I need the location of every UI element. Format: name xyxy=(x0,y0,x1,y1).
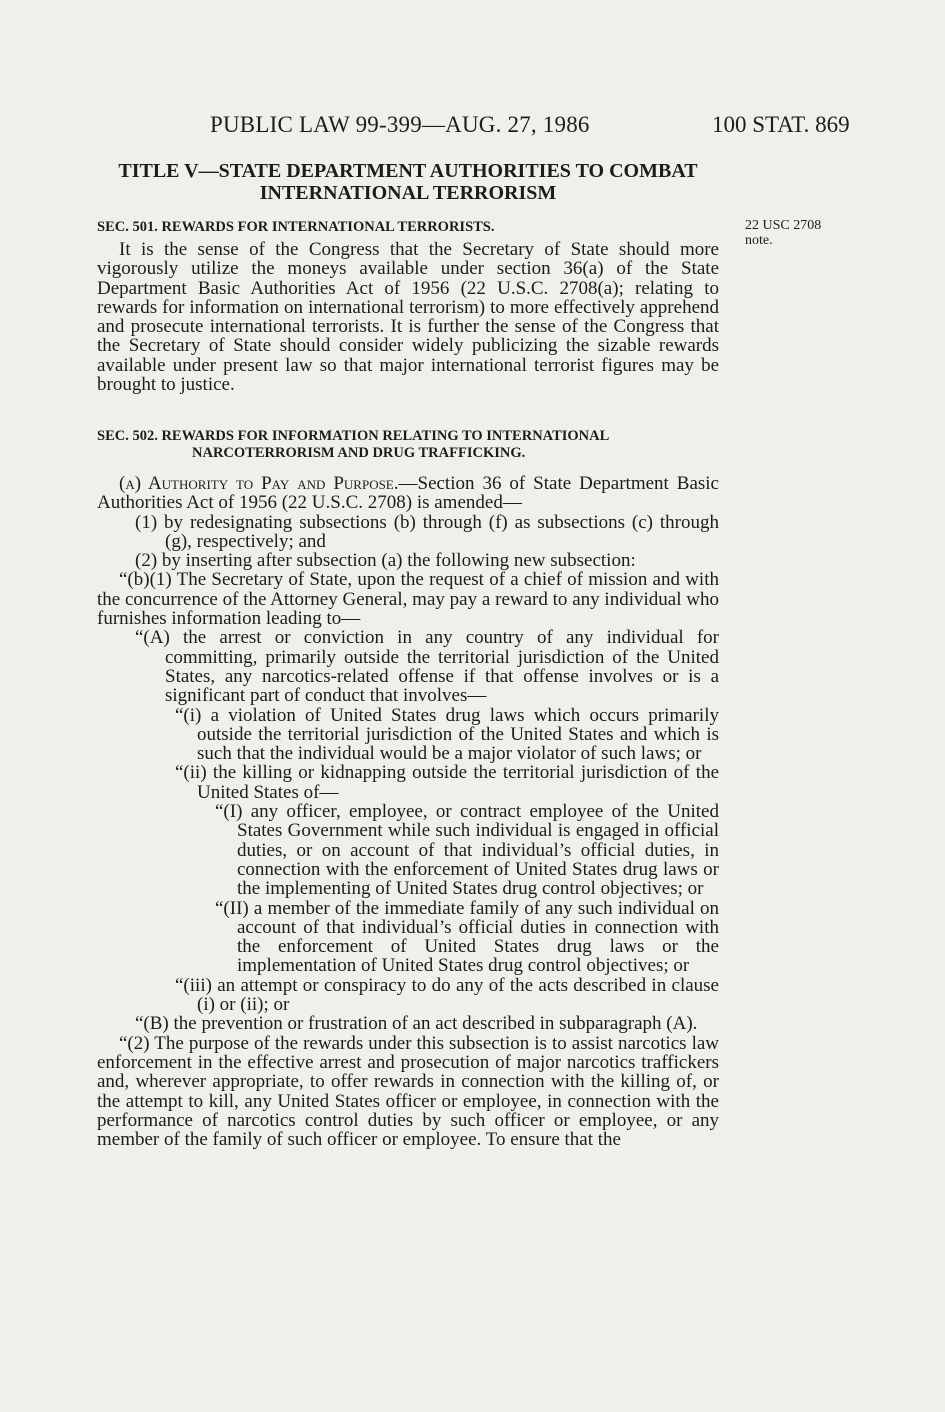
subparagraph-A: “(A) the arrest or conviction in any country of any individual for committing, primarily outside the territorial jurisdiction of the United States, any narcotics-related offense if that offense involves or is a significant part of conduct that involves— xyxy=(135,627,719,707)
subclause-II: “(II) a member of the immediate family of any such individual on account of that individual’s official duties in connection with the enforcement of United States drug laws or the implementation of United States drug control objectives; or xyxy=(215,897,719,977)
clause-i: “(i) a violation of United States drug laws which occurs primarily outside the territorial jurisdiction of the United States and which is such that the individual would be a major violator of such laws; or xyxy=(175,704,719,765)
subsection-a xyxy=(97,474,719,513)
section-502-heading-line-1: SEC. 502. REWARDS FOR INFORMATION RELATING TO INTERNATIONAL xyxy=(97,428,610,444)
margin-note-line-2: note. xyxy=(745,233,773,248)
paragraph-2: “(2) The purpose of the rewards under this subsection is to assist narcotics law enforcement in the effective arrest and prosecution of major narcotics traffickers and, wherever appropriate, to offer rewards in connection with the killing of, or the attempt to kill, any United States officer or employee, in connection with the performance of narcotics control duties by such officer or employee, or any member of the family of such officer or employee. To ensure that the xyxy=(97,1032,719,1151)
section-502-heading xyxy=(97,428,719,462)
title-heading xyxy=(97,160,719,204)
subsection-a-text: —Section 36 of State Department Basic Authorities Act of 1956 (22 U.S.C. 2708) is amended— xyxy=(97,473,719,514)
paragraph-a2: (2) by inserting after subsection (a) the following new subsection: xyxy=(135,550,636,572)
margin-note-usc xyxy=(745,218,821,248)
subsection-a-label: (a) Authority to Pay and Purpose. xyxy=(119,473,399,494)
section-501-text: It is the sense of the Congress that the Secretary of State should more vigorously utilize the moneys available under section 36(a) of the State Department Basic Authorities Act of 1956 (22 U.S.C. 2708(a); relating to rewards for information on international terrorism) to more effectively apprehend and prosecute international terrorists. It is further the sense of the Congress that the Secretary of State should consider widely publicizing the sizable rewards available under present law so that major international terrorist figures may be brought to justice. xyxy=(97,239,719,396)
subclause-I: “(I) any officer, employee, or contract employee of the United States Government while such individual is engaged in official duties, or on account of that individual’s official duties, in connection with the enforcement of United States drug laws or the implementing of United States drug control objectives; or xyxy=(215,801,719,900)
subparagraph-B: “(B) the prevention or frustration of an act described in subparagraph (A). xyxy=(135,1013,698,1035)
paragraph-b1: “(b)(1) The Secretary of State, upon the request of a chief of mission and with the concurrence of the Attorney General, may pay a reward to any individual who furnishes information leading to— xyxy=(97,569,719,630)
running-head-law: PUBLIC LAW 99-399—AUG. 27, 1986 xyxy=(210,112,590,137)
clause-iii: “(iii) an attempt or conspiracy to do any of the acts described in clause (i) or (ii); or xyxy=(175,974,719,1016)
clause-ii: “(ii) the killing or kidnapping outside the territorial jurisdiction of the United States of— xyxy=(175,762,719,803)
paragraph-a1: (1) by redesignating subsections (b) through (f) as subsections (c) through (g), respectively; and xyxy=(135,511,719,552)
section-502 xyxy=(97,428,719,1149)
running-head-stat: 100 STAT. 869 xyxy=(712,112,850,137)
section-501-heading: SEC. 501. REWARDS FOR INTERNATIONAL TERRORISTS. xyxy=(97,219,495,235)
margin-note-line-1: 22 USC 2708 xyxy=(745,218,822,233)
section-501 xyxy=(97,219,719,394)
title-line-1: TITLE V—STATE DEPARTMENT AUTHORITIES TO COMBAT xyxy=(118,160,698,182)
section-502-heading-line-2: NARCOTERRORISM AND DRUG TRAFFICKING. xyxy=(192,445,526,461)
title-line-2: INTERNATIONAL TERRORISM xyxy=(259,182,557,204)
